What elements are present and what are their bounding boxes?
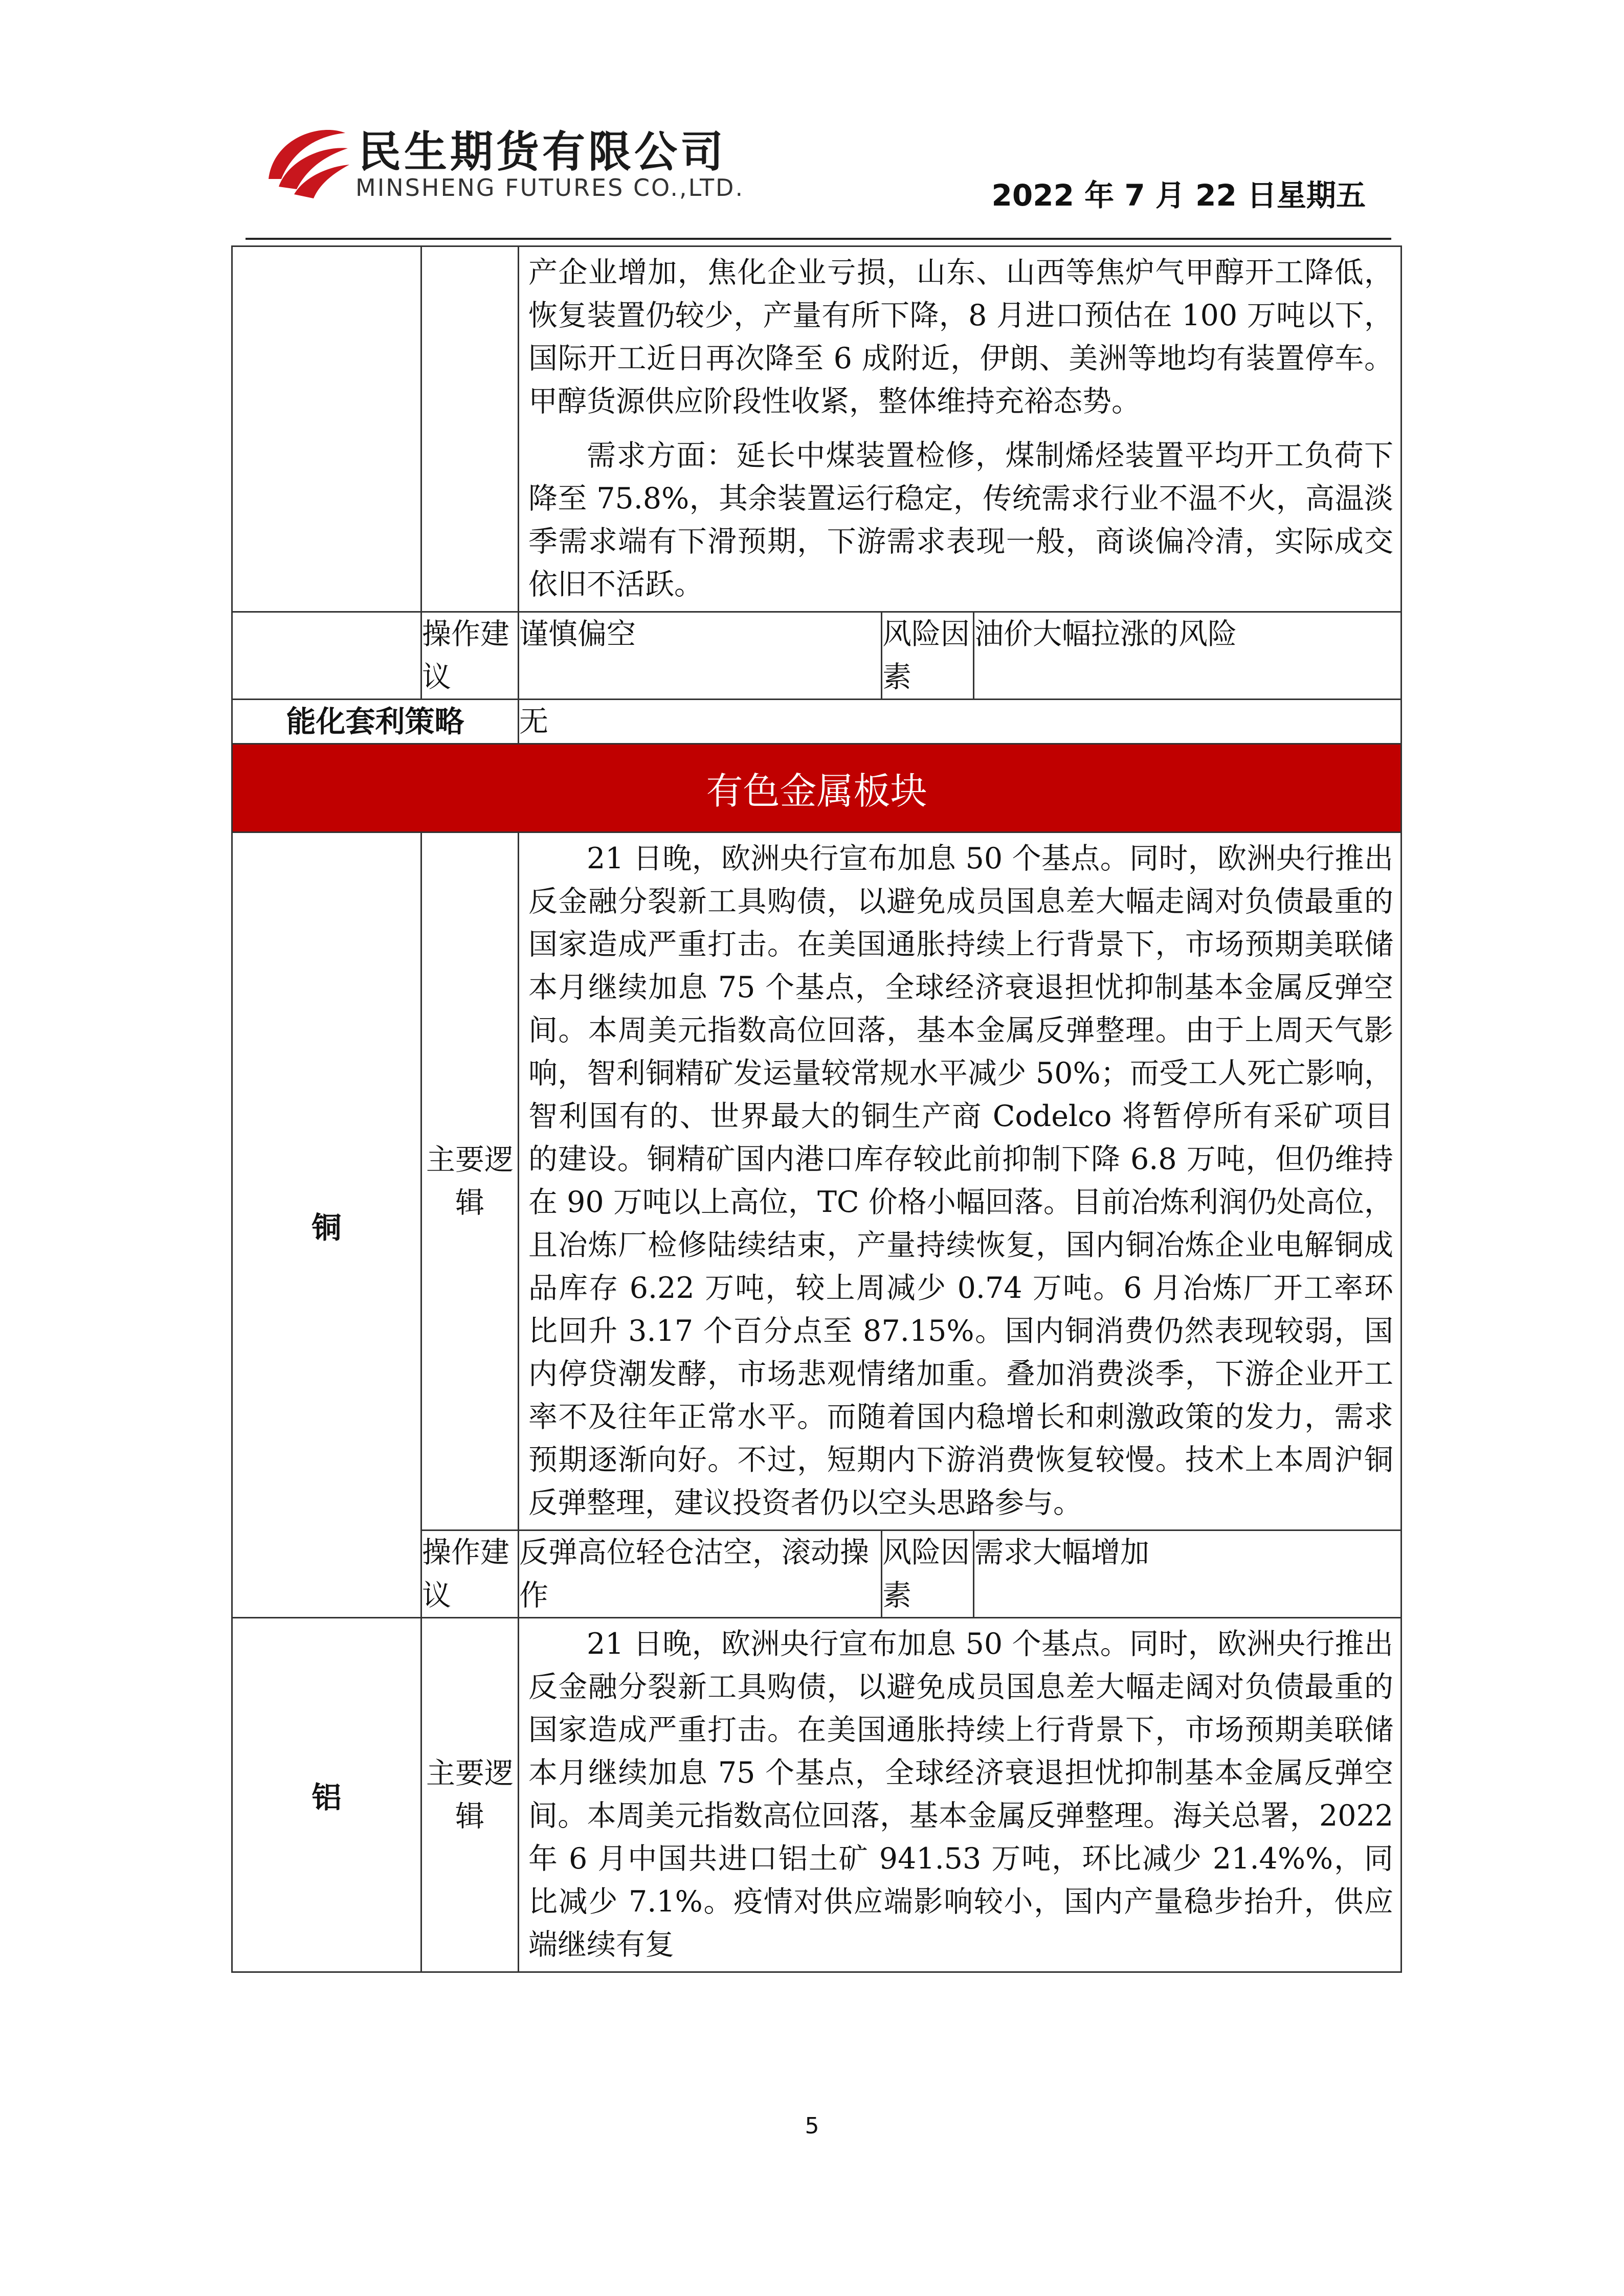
minsheng-logo-icon (258, 118, 350, 205)
copper-logic-label: 主要逻辑 (421, 832, 519, 1530)
copper-op-label: 操作建议 (421, 1530, 519, 1618)
copper-logic-text: 21 日晚，欧洲央行宣布加息 50 个基点。同时，欧洲央行推出反金融分裂新工具购债，以避免成员国息差大幅走阔对负债最重的国家造成严重打击。在美国通胀持续上行背景下，市场预期美联储本月继续加息 75 个基点，全球经济衰退担忧抑制基本金属反弹空间。本周美元指数高位回落，基本金属反弹整理。由于上周天气影响，智利铜精矿发运量较常规水平减少 50%；而受工人死亡影响，智利国有的、世界最大的铜生产商 Codelco 将暂停所有采矿项目的建设。铜精矿国内港口库存较此前抑制下降 6.8 万吨，但仍维持在 90 万吨以上高位，TC 价格小幅回落。目前冶炼利润仍处高位，且冶炼厂检修陆续结束，产量持续恢复，国内铜冶炼企业电解铜成品库存 6.22 万吨，较上周减少 0.74 万吨。6 月冶炼厂开工率环比回升 3.17 个百分点至 87.15%。国内铜消费仍然表现较弱，国内停贷潮发酵，市场悲观情绪加重。叠加消费淡季，下游企业开工率不及往年正常水平。而随着国内稳增长和刺激政策的发力，需求预期逐渐向好。不过，短期内下游消费恢复较慢。技术上本周沪铜反弹整理，建议投资者仍以空头思路参与。 (528, 842, 1394, 1520)
methanol-op-label: 操作建议 (421, 612, 519, 700)
methanol-risk-value: 油价大幅拉涨的风险 (974, 612, 1401, 700)
arbitrage-value: 无 (519, 700, 1401, 744)
methanol-op-value: 谨慎偏空 (519, 612, 882, 700)
company-name-en: MINSHENG FUTURES CO.,LTD. (355, 174, 745, 201)
header-divider (246, 238, 1391, 240)
section-title: 有色金属板块 (232, 744, 1401, 832)
methanol-logic-cell (519, 246, 1401, 612)
methanol-supply-text: 产企业增加，焦化企业亏损，山东、山西等焦炉气甲醇开工降低，恢复装置仍较少，产量有所下降，8 月进口预估在 100 万吨以下，国际开工近日再次降至 6 成附近，伊朗、美洲等地均有装置停车。甲醇货源供应阶段性收紧，整体维持充裕态势。 (528, 256, 1394, 418)
copper-risk-label: 风险因素 (882, 1530, 974, 1618)
copper-op-value: 反弹高位轻仓沽空，滚动操作 (519, 1530, 882, 1618)
methanol-logic-label-cell (421, 246, 519, 612)
company-name-cn: 民生期货有限公司 (358, 127, 727, 177)
aluminum-name: 铝 (232, 1618, 421, 1972)
methanol-name-cell (232, 246, 421, 612)
aluminum-logic-text: 21 日晚，欧洲央行宣布加息 50 个基点。同时，欧洲央行推出反金融分裂新工具购债，以避免成员国息差大幅走阔对负债最重的国家造成严重打击。在美国通胀持续上行背景下，市场预期美联储本月继续加息 75 个基点，全球经济衰退担忧抑制基本金属反弹空间。本周美元指数高位回落，基本金属反弹整理。海关总署，2022 年 6 月中国共进口铝土矿 941.53 万吨，环比减少 21.4%%，同比减少 7.1%。疫情对供应端影响较小，国内产量稳步抬升，供应端继续有复 (528, 1627, 1394, 1962)
arbitrage-label: 能化套利策略 (232, 700, 519, 744)
arbitrage-row (232, 700, 1401, 744)
methanol-logic-row (232, 246, 1401, 612)
methanol-risk-label: 风险因素 (882, 612, 974, 700)
aluminum-logic-row (232, 1618, 1401, 1972)
aluminum-logic-cell (519, 1618, 1401, 1972)
aluminum-logic-label: 主要逻辑 (421, 1618, 519, 1972)
report-date: 2022 年 7 月 22 日星期五 (991, 178, 1366, 213)
company-logo (258, 118, 770, 210)
copper-risk-value: 需求大幅增加 (974, 1530, 1401, 1618)
copper-logic-row (232, 832, 1401, 1530)
section-banner-row (232, 744, 1401, 832)
copper-logic-cell (519, 832, 1401, 1530)
copper-name: 铜 (232, 832, 421, 1618)
strategy-table (231, 245, 1402, 1973)
page-number: 5 (805, 2113, 819, 2139)
methanol-name-cell-2 (232, 612, 421, 700)
methanol-op-row (232, 612, 1401, 700)
methanol-demand-text: 需求方面：延长中煤装置检修，煤制烯烃装置平均开工负荷下降至 75.8%，其余装置运行稳定，传统需求行业不温不火，高温淡季需求端有下滑预期，下游需求表现一般，商谈偏冷清，实际成交依旧不活跃。 (528, 439, 1394, 601)
